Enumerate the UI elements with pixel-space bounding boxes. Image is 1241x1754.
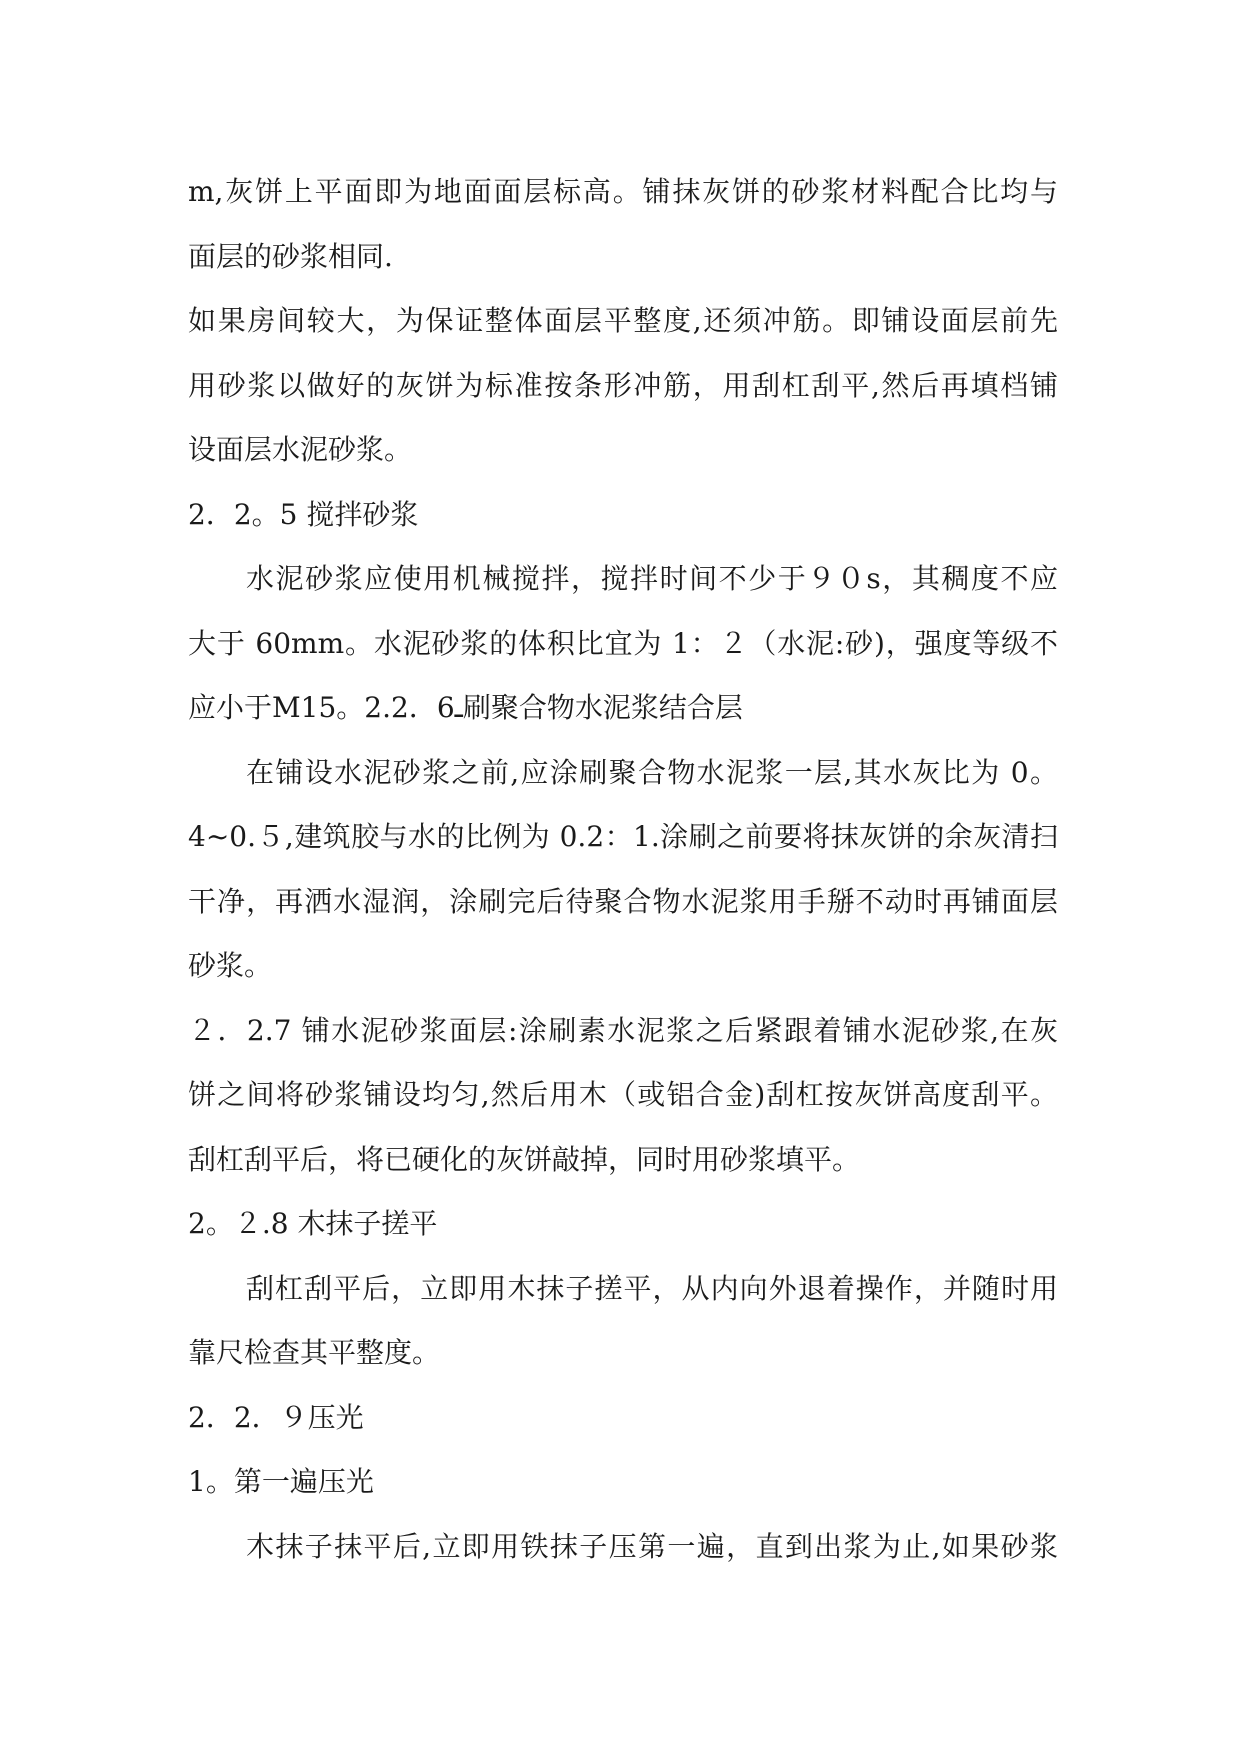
text-line: 在铺设水泥砂浆之前,应涂刷聚合物水泥浆一层,其水灰比为 0。	[246, 755, 1058, 789]
text-line: 应小于M15。2.2．6ـ刷聚合物水泥浆结合层	[188, 691, 743, 724]
text-line: ２．2.7 铺水泥砂浆面层:涂刷素水泥浆之后紧跟着铺水泥砂浆,在灰	[188, 1013, 1058, 1047]
text-line: 水泥砂浆应使用机械搅拌，搅拌时间不少于９０s，其稠度不应	[246, 562, 1058, 595]
text-line: 4~0.５,建筑胶与水的比例为 0.2：1.涂刷之前要将抹灰饼的余灰清扫	[188, 820, 1058, 853]
text-line: 大于 60mm。水泥砂浆的体积比宜为 1：２（水泥:砂)，强度等级不	[188, 626, 1058, 660]
text-line: 靠尺检查其平整度。	[188, 1336, 441, 1369]
text-line: 设面层水泥砂浆。	[188, 433, 413, 466]
text-line: m,灰饼上平面即为地面面层标高。铺抹灰饼的砂浆材料配合比均与	[188, 175, 1058, 208]
section-heading: 2．2．９压光	[188, 1400, 364, 1434]
text-line: 用砂浆以做好的灰饼为标准按条形冲筋，用刮杠刮平,然后再填档铺	[188, 368, 1058, 402]
section-heading: 1。第一遍压光	[188, 1465, 374, 1498]
section-heading: 2．2。5 搅拌砂浆	[188, 497, 419, 531]
text-line: 干净，再洒水湿润，涂刷完后待聚合物水泥浆用手掰不动时再铺面层	[188, 884, 1058, 918]
text-line: 木抹子抹平后,立即用铁抹子压第一遍，直到出浆为止,如果砂浆	[246, 1529, 1058, 1563]
document-body	[188, 160, 1058, 1579]
text-line: 如果房间较大，为保证整体面层平整度,还须冲筋。即铺设面层前先	[188, 304, 1058, 337]
text-line: 饼之间将砂浆铺设均匀,然后用木（或铝合金)刮杠按灰饼高度刮平。	[188, 1078, 1058, 1111]
text-line: 砂浆。	[188, 949, 273, 982]
text-line: 刮杠刮平后，将已硬化的灰饼敲掉，同时用砂浆填平。	[188, 1142, 861, 1176]
text-line: 面层的砂浆相同.	[188, 239, 393, 273]
section-heading: 2。２.8 木抹子搓平	[188, 1207, 438, 1240]
text-line: 刮杠刮平后，立即用木抹子搓平，从内向外退着操作，并随时用	[246, 1271, 1058, 1305]
